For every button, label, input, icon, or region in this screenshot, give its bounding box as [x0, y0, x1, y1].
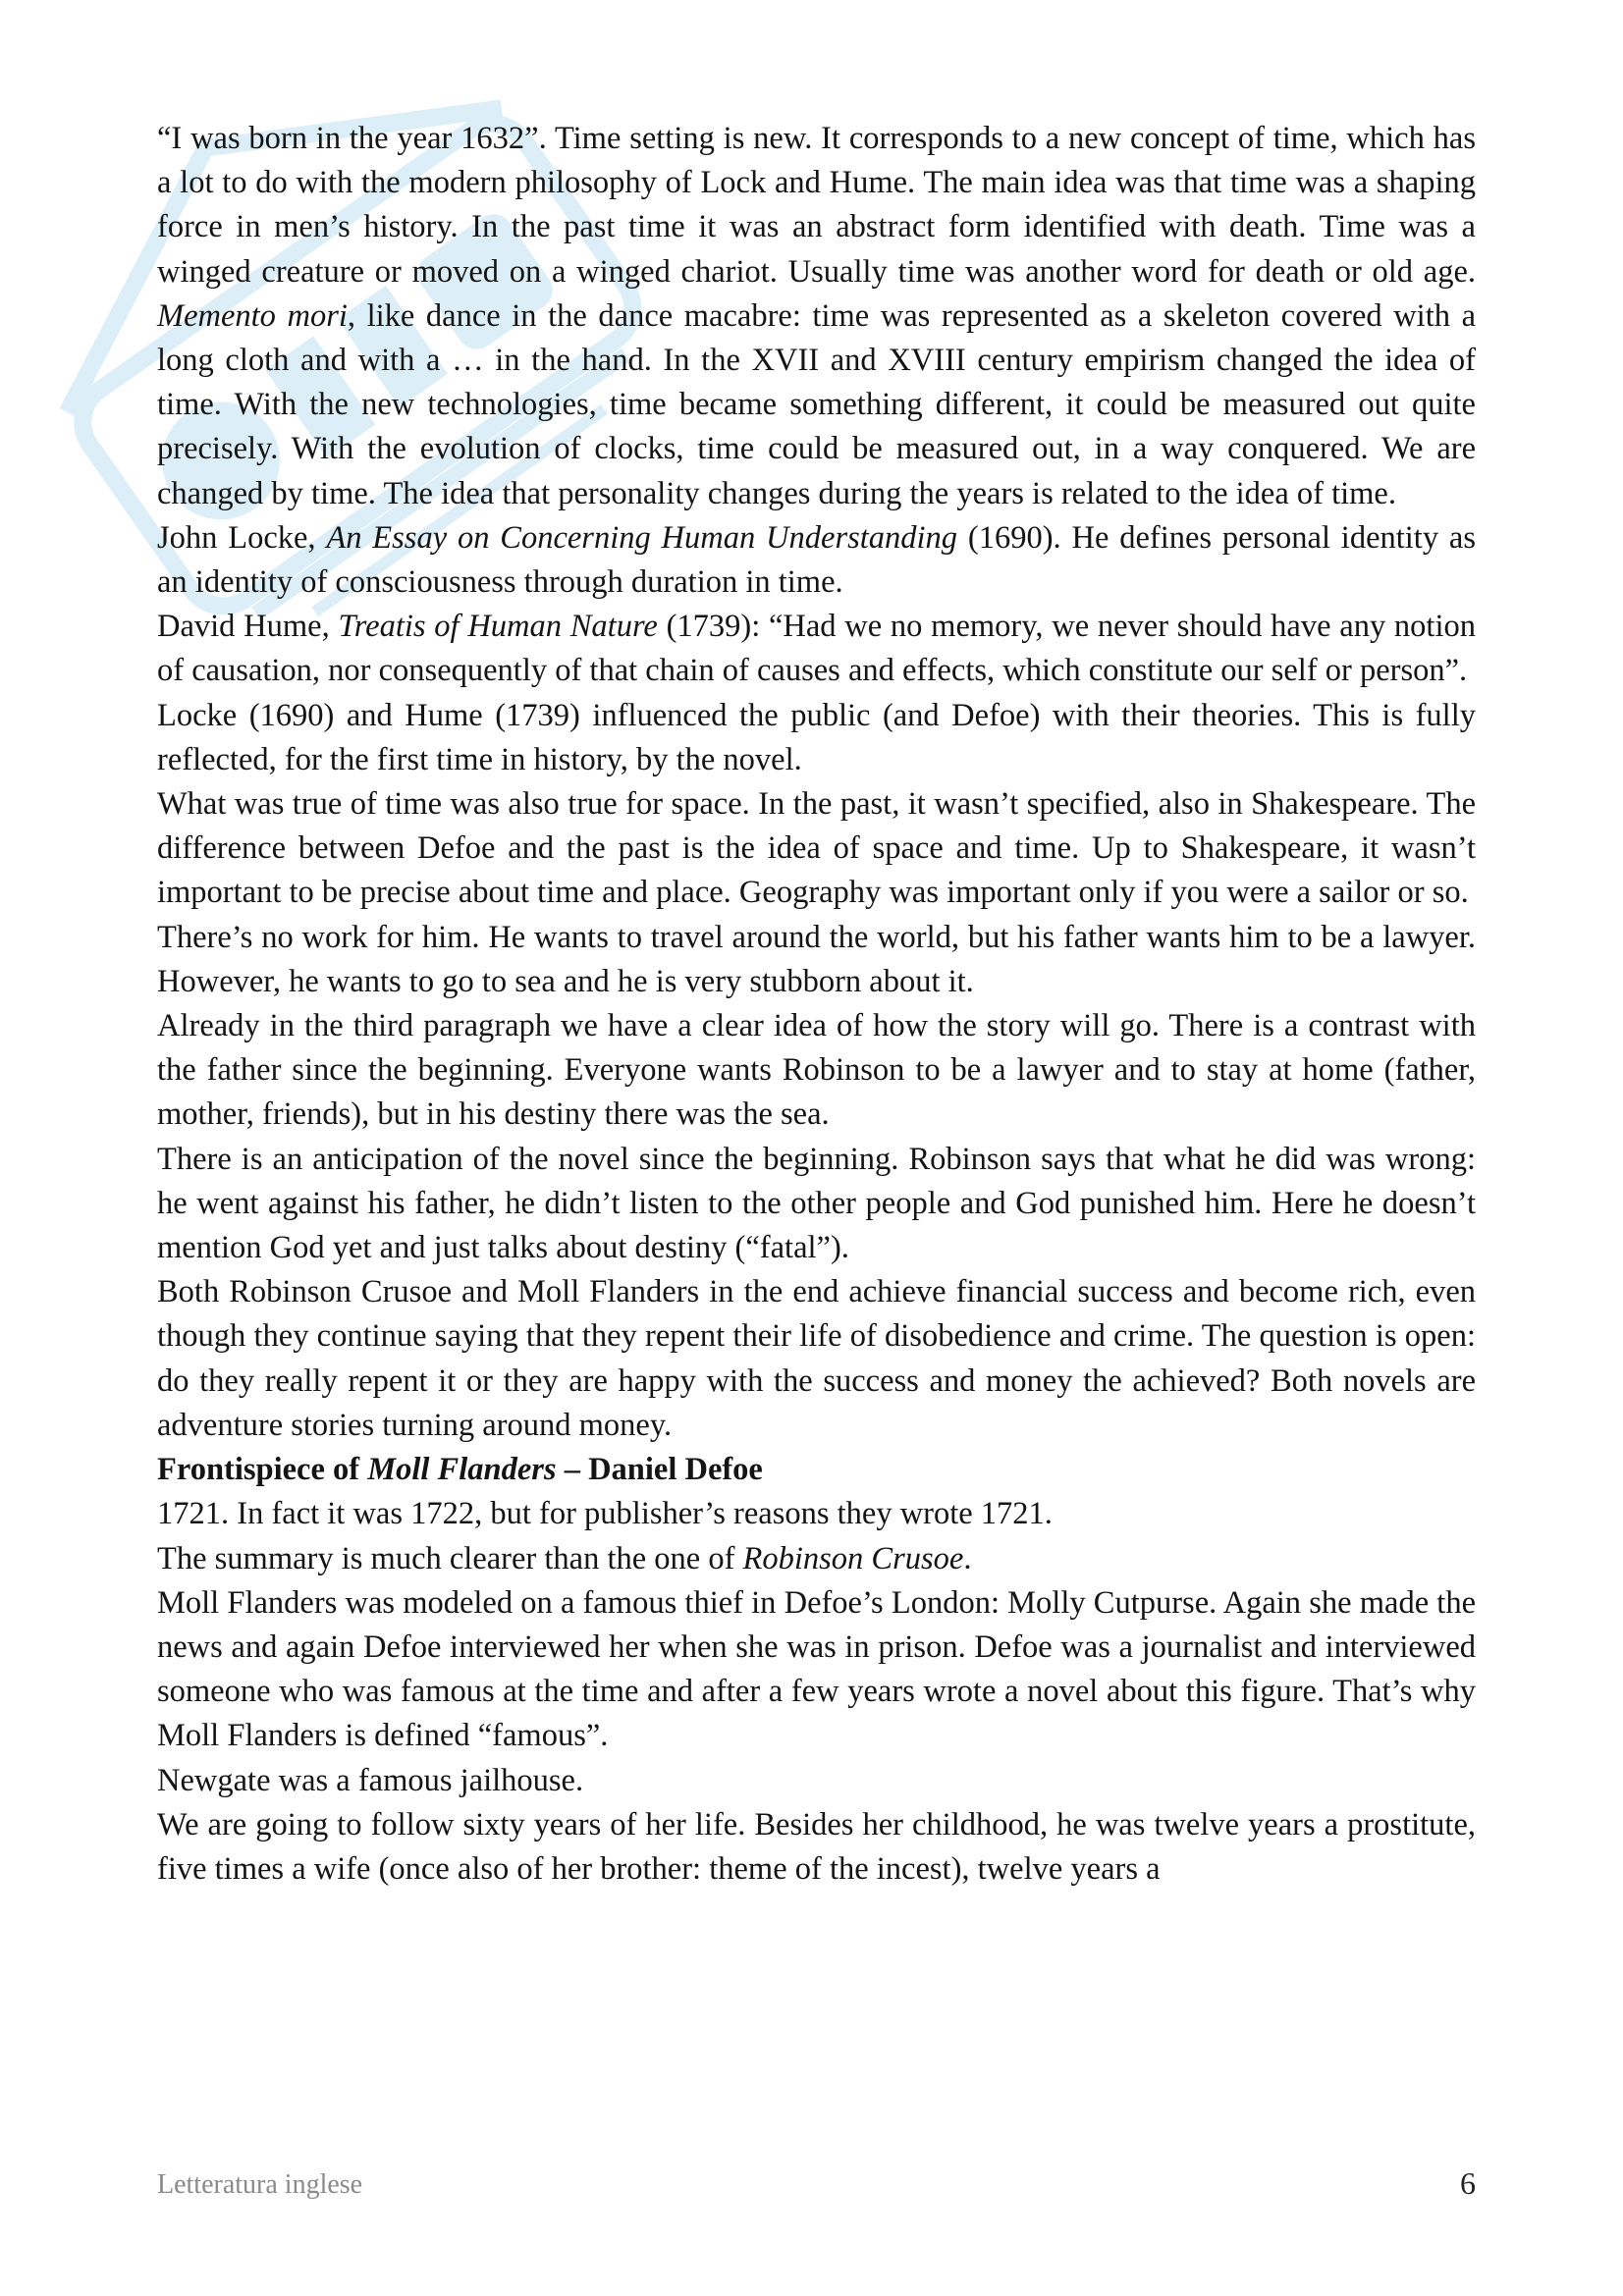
- document-body: [157, 117, 1476, 1892]
- text-run: John Locke,: [157, 519, 327, 556]
- section-heading: [157, 1448, 1476, 1492]
- text-run: , like dance in the dance macabre: time was represented as a skeleton covered with a long cloth and with a … in the hand. In the XVII and XVIII century empirism changed the idea of time. With the new technologies, time became something different, it could be measured out quite precisely. With the evolution of clocks, time could be measured out, in a way conquered. We are changed by time. The idea that personality changes during the years is related to the idea of time.: [157, 297, 1476, 511]
- paragraph: [157, 1270, 1476, 1448]
- italic-text: An Essay on Concerning Human Understanding: [326, 519, 958, 556]
- paragraph: [157, 516, 1476, 605]
- text-run: Locke (1690) and Hume (1739) influenced the public (and Defoe) with their theories. This is fully reflected, for the first time in history, by the novel.: [157, 697, 1476, 777]
- paragraph: [157, 1537, 1476, 1581]
- text-run: The summary is much clearer than the one of: [157, 1540, 743, 1576]
- paragraph: [157, 605, 1476, 693]
- text-run: David Hume,: [157, 609, 339, 645]
- italic-text: Robinson Crusoe: [742, 1540, 964, 1576]
- italic-text: Moll Flanders: [367, 1452, 557, 1488]
- text-run: Frontispiece of: [157, 1452, 368, 1488]
- text-run: Both Robinson Crusoe and Moll Flanders in the end achieve financial success and become rich, even though they continue saying that they repent their life of disobedience and crime. The question is open: do they really repent it or they are happy with the success and money the achieved? Both novels are adventure stories turning around money.: [157, 1274, 1476, 1443]
- paragraph: [157, 916, 1476, 1004]
- page-number: 6: [1460, 2165, 1476, 2201]
- paragraph: [157, 1004, 1476, 1138]
- text-run: (1739): “Had we no memory, we never should have any notion of causation, nor consequently of that chain of causes and effects, which constitute our self or person”.: [157, 609, 1476, 689]
- text-run: “I was born in the year 1632”. Time setting is new. It corresponds to a new concept of time, which has a lot to do with the modern philosophy of Lock and Hume. The main idea was that time was a shaping force in men’s history. In the past time it was an abstract form identified with death. Time was a winged creature or moved on a winged chariot. Usually time was another word for death or old age.: [157, 121, 1476, 290]
- text-run: Moll Flanders was modeled on a famous thief in Defoe’s London: Molly Cutpurse. Again she made the news and again Defoe interviewed her when she was in prison. Defoe was a journalist and interviewed someone who was famous at the time and after a few years wrote a novel about this figure. That’s why Moll Flanders is defined “famous”.: [157, 1584, 1476, 1754]
- text-run: Already in the third paragraph we have a clear idea of how the story will go. There is a contrast with the father since the beginning. Everyone wants Robinson to be a lawyer and to stay at home (father, mother, friends), but in his destiny there was the sea.: [157, 1008, 1476, 1133]
- italic-text: Memento mori: [157, 297, 348, 334]
- paragraph: [157, 782, 1476, 916]
- text-run: What was true of time was also true for space. In the past, it wasn’t specified, also in Shakespeare. The difference between Defoe and the past is the idea of space and time. Up to Shakespeare, it wasn’t important to be precise about time and place. Geography was important only if you were a sailor or so.: [157, 786, 1476, 911]
- text-run: (1690). He defines personal identity as an identity of consciousness through duration in time.: [157, 519, 1476, 601]
- text-run: We are going to follow sixty years of her life. Besides her childhood, he was twelve years a prostitute, five times a wife (once also of her brother: theme of the incest), twelve years a: [157, 1806, 1476, 1887]
- text-run: There’s no work for him. He wants to travel around the world, but his father wants him to be a lawyer. However, he wants to go to sea and he is very stubborn about it.: [157, 919, 1476, 999]
- paragraph: [157, 694, 1476, 782]
- text-run: Newgate was a famous jailhouse.: [157, 1762, 584, 1798]
- paragraph: [157, 1138, 1476, 1271]
- italic-text: Treatis of Human Nature: [338, 609, 658, 645]
- paragraph: [157, 1492, 1476, 1536]
- paragraph: [157, 1803, 1476, 1892]
- paragraph: [157, 1759, 1476, 1803]
- text-run: 1721. In fact it was 1722, but for publisher’s reasons they wrote 1721.: [157, 1496, 1053, 1532]
- text-run: – Daniel Defoe: [556, 1452, 763, 1488]
- text-run: There is an anticipation of the novel since the beginning. Robinson says that what he did was wrong: he went against his father, he didn’t listen to the other people and God punished him. Here he doesn’t mention God yet and just talks about destiny (“fatal”).: [157, 1141, 1476, 1266]
- paragraph: [157, 1581, 1476, 1759]
- footer-title: Letteratura inglese: [157, 2169, 363, 2200]
- paragraph: [157, 117, 1476, 516]
- text-run: .: [963, 1540, 972, 1576]
